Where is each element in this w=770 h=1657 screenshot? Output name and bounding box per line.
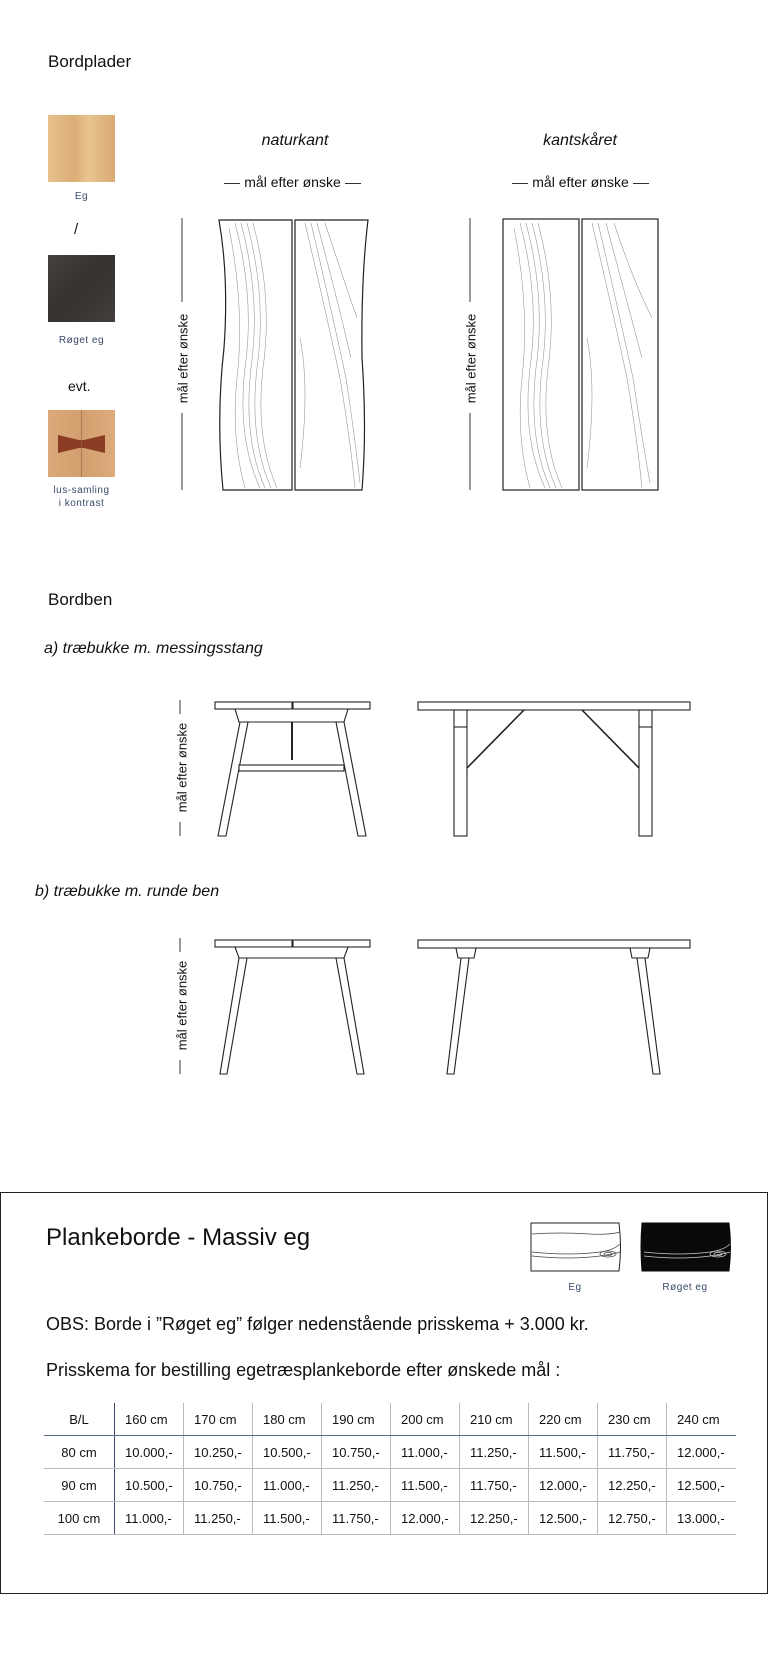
width-label-kantskaaret: mål efter ønske [532,174,629,190]
price-cell: 11.000,- [253,1469,322,1502]
price-cell: 10.750,- [184,1469,253,1502]
price-cell: 12.500,- [667,1469,736,1502]
swatch-lus-samling-label: lus-samling i kontrast [53,485,110,509]
width-dimension-naturkant [215,174,370,190]
price-cell: 12.500,- [529,1502,598,1535]
column-header: 160 cm [115,1403,184,1436]
length-label-kantskaaret: mål efter ønske [463,313,479,404]
column-header: 210 cm [460,1403,529,1436]
sample-eg-drawing [530,1222,622,1272]
row-header: 90 cm [44,1469,115,1502]
column-header: 230 cm [598,1403,667,1436]
price-table-corner: B/L [44,1403,115,1436]
price-cell: 10.500,- [115,1469,184,1502]
trestle-brass-side-view [416,700,691,840]
price-cell: 11.250,- [322,1469,391,1502]
price-cell: 11.500,- [253,1502,322,1535]
leg-variant-b-title: b) træbukke m. runde ben [35,883,220,900]
price-cell: 10.250,- [184,1436,253,1469]
price-cell: 12.250,- [460,1502,529,1535]
column-header: 170 cm [184,1403,253,1436]
swatch-roget-eg [48,255,115,322]
price-cell: 11.000,- [115,1502,184,1535]
price-cell: 11.500,- [391,1469,460,1502]
price-cell: 11.000,- [391,1436,460,1469]
edge-title-naturkant: naturkant [261,132,329,149]
price-cell: 11.750,- [322,1502,391,1535]
price-cell: 11.750,- [460,1469,529,1502]
width-label-naturkant: mål efter ønske [244,174,341,190]
length-label-naturkant: mål efter ønske [175,313,191,404]
column-header: 180 cm [253,1403,322,1436]
legs-heading: Bordben [48,590,113,609]
column-header: 220 cm [529,1403,598,1436]
sample-roget-eg-drawing [640,1222,732,1272]
tabletop-naturkant-drawing [215,218,370,493]
row-header: 100 cm [44,1502,115,1535]
price-cell: 11.250,- [460,1436,529,1469]
price-cell: 11.500,- [529,1436,598,1469]
swatch-lus-samling [48,410,115,477]
price-cell: 10.750,- [322,1436,391,1469]
column-header: 200 cm [391,1403,460,1436]
swatch-eg [48,115,115,182]
separator-slash: / [74,221,79,238]
row-header: 80 cm [44,1436,115,1469]
price-cell: 11.750,- [598,1436,667,1469]
table-row [44,1502,736,1535]
price-cell: 10.500,- [253,1436,322,1469]
height-label-b: mål efter ønske [174,960,190,1051]
trestle-brass-end-view [213,700,371,840]
swatch-eg-label: Eg [74,191,89,202]
separator-evt: evt. [68,378,91,394]
height-label-a: mål efter ønske [174,722,190,813]
trestle-round-end-view [213,938,371,1078]
price-cell: 11.250,- [184,1502,253,1535]
price-box-title: Plankeborde - Massiv eg [46,1224,311,1251]
price-cell: 12.000,- [391,1502,460,1535]
leg-variant-a-title: a) træbukke m. messingsstang [44,640,263,657]
trestle-round-side-view [416,938,691,1078]
price-cell: 12.000,- [529,1469,598,1502]
edge-title-kantskaaret: kantskåret [543,132,617,149]
table-row [44,1469,736,1502]
tabletop-kantskaaret-drawing [502,218,658,493]
column-header: 190 cm [322,1403,391,1436]
sample-roget-eg-label: Røget eg [662,1282,708,1293]
price-table [44,1403,736,1535]
price-cell: 12.000,- [667,1436,736,1469]
column-header: 240 cm [667,1403,736,1436]
price-cell: 12.750,- [598,1502,667,1535]
price-cell: 12.250,- [598,1469,667,1502]
swatch-roget-eg-label: Røget eg [58,335,105,346]
price-table-header-row [44,1403,736,1436]
table-row [44,1436,736,1469]
width-dimension-kantskaaret [503,174,658,190]
sample-eg-label: Eg [568,1282,582,1293]
price-note: OBS: Borde i ”Røget eg” følger nedenstående prisskema + 3.000 kr. [46,1314,589,1334]
price-cell: 10.000,- [115,1436,184,1469]
butterfly-joint-icon [48,410,115,477]
price-cell: 13.000,- [667,1502,736,1535]
price-subtitle: Prisskema for bestilling egetræsplankeborde efter ønskede mål : [46,1360,561,1380]
tops-heading: Bordplader [48,52,132,71]
